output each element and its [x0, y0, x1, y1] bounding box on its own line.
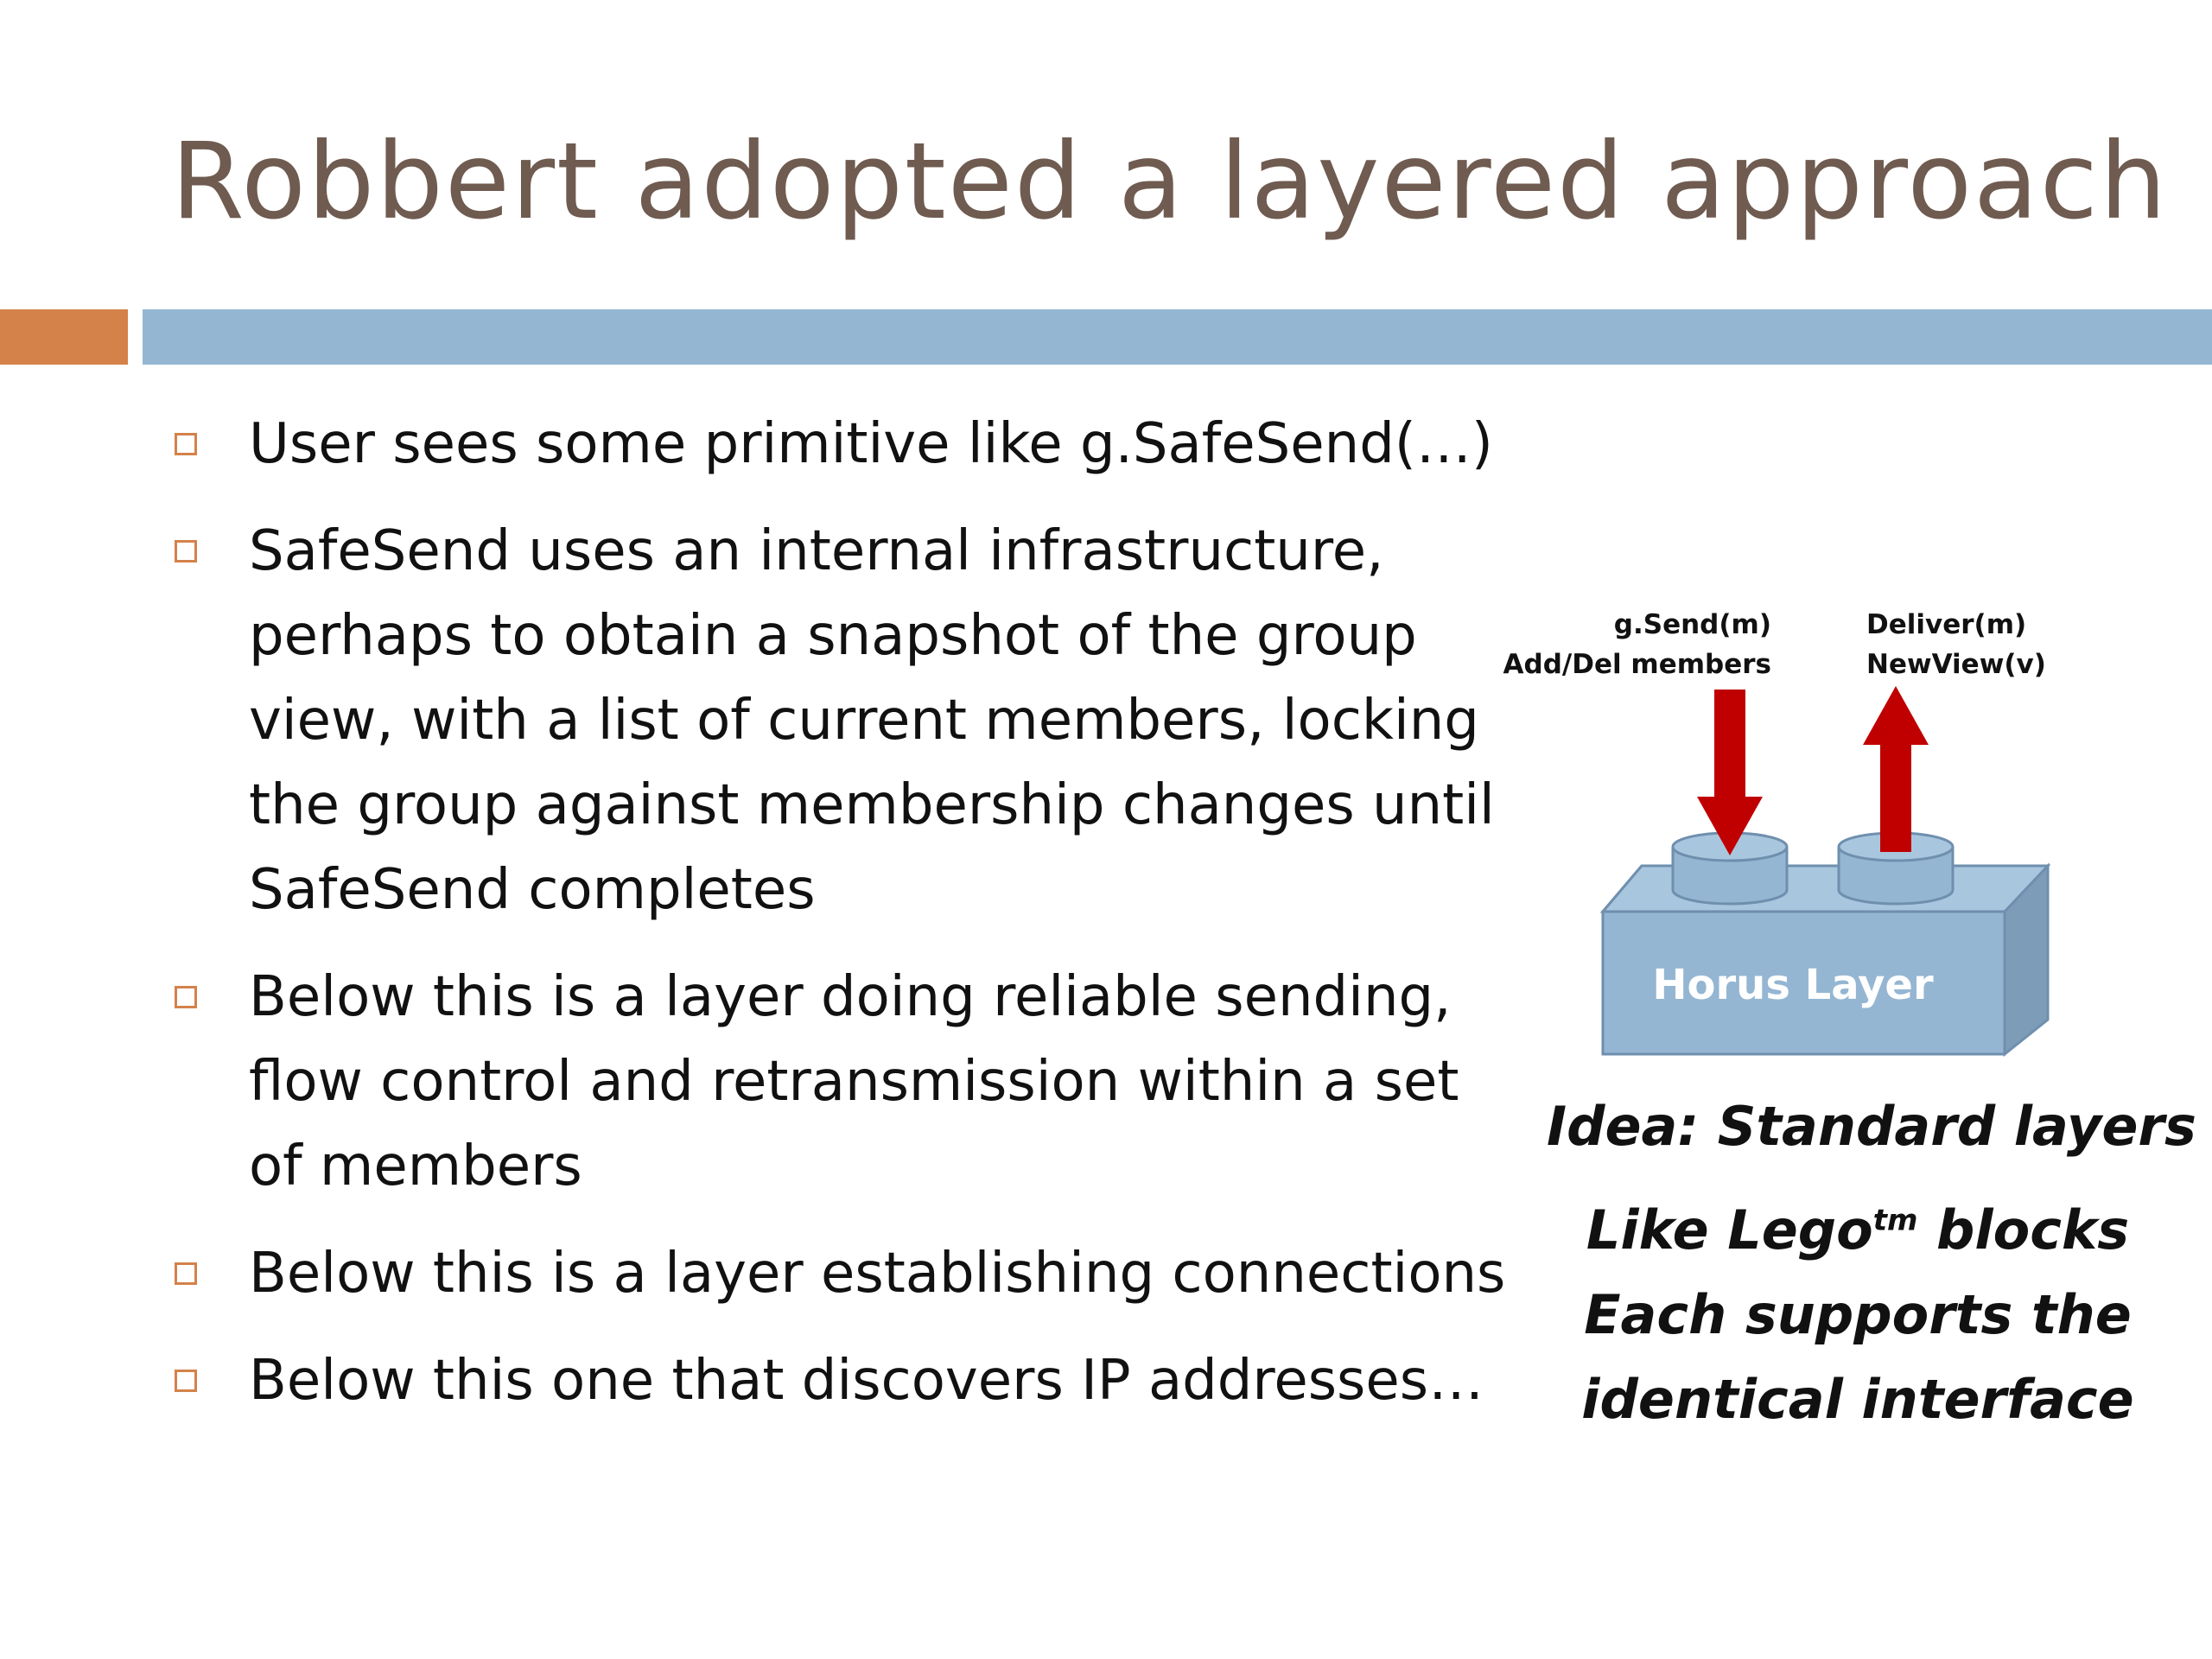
caption-blocks-text: blocks	[1917, 1198, 2130, 1262]
trademark-superscript: tm	[1872, 1203, 1918, 1238]
slide-title: Robbert adopted a layered approach	[171, 120, 2169, 243]
bullet-text: Below this is a layer establishing connections	[249, 1242, 1506, 1306]
bullet-item	[171, 402, 1528, 486]
square-bullet-icon	[175, 433, 197, 455]
caption-line-3: Each supports the	[1584, 1283, 2132, 1346]
caption-line-2	[1547, 1188, 2169, 1273]
horus-layer-diagram	[1486, 596, 2160, 1080]
title-accent-bar	[0, 309, 128, 365]
diagram-caption	[1547, 1084, 2196, 1442]
arrow-down-icon	[1697, 690, 1763, 855]
arrow-up-icon	[1863, 686, 1929, 852]
bullet-text: Below this one that discovers IP addresses…	[249, 1349, 1484, 1413]
bullet-item	[171, 955, 1528, 1209]
up-arrow-labels	[1866, 605, 2046, 684]
square-bullet-icon	[175, 1262, 197, 1285]
add-del-members-label: Add/Del members	[1503, 649, 1771, 680]
block-top-face-outline	[1603, 866, 2048, 912]
bullet-item	[171, 1231, 1528, 1316]
down-arrow-labels	[1503, 605, 1771, 684]
bullet-text: SafeSend uses an internal infrastructure, perhaps to obtain a snapshot of the group view, with a list of current members, locking the group against membership changes until SafeSend completes	[249, 519, 1495, 922]
caption-line-1: Idea: Standard layers	[1547, 1095, 2196, 1158]
square-bullet-icon	[175, 540, 197, 563]
bullet-item	[171, 509, 1528, 932]
bullet-item	[171, 1338, 1528, 1423]
bullet-text: Below this is a layer doing reliable sending, flow control and retransmission within a set of members	[249, 965, 1459, 1198]
deliver-label: Deliver(m)	[1866, 609, 2027, 640]
square-bullet-icon	[175, 986, 197, 1008]
caption-lego-text: Like Lego	[1586, 1198, 1873, 1262]
send-label: g.Send(m)	[1613, 609, 1771, 640]
title-divider-bar	[143, 309, 2212, 365]
square-bullet-icon	[175, 1370, 197, 1392]
caption-line-4: identical interface	[1581, 1368, 2134, 1431]
bullet-list	[171, 402, 1528, 1446]
bullet-text: User sees some primitive like g.SafeSend(…)	[249, 412, 1493, 476]
newview-label: NewView(v)	[1866, 649, 2046, 680]
horus-layer-label: Horus Layer	[1652, 961, 1934, 1009]
